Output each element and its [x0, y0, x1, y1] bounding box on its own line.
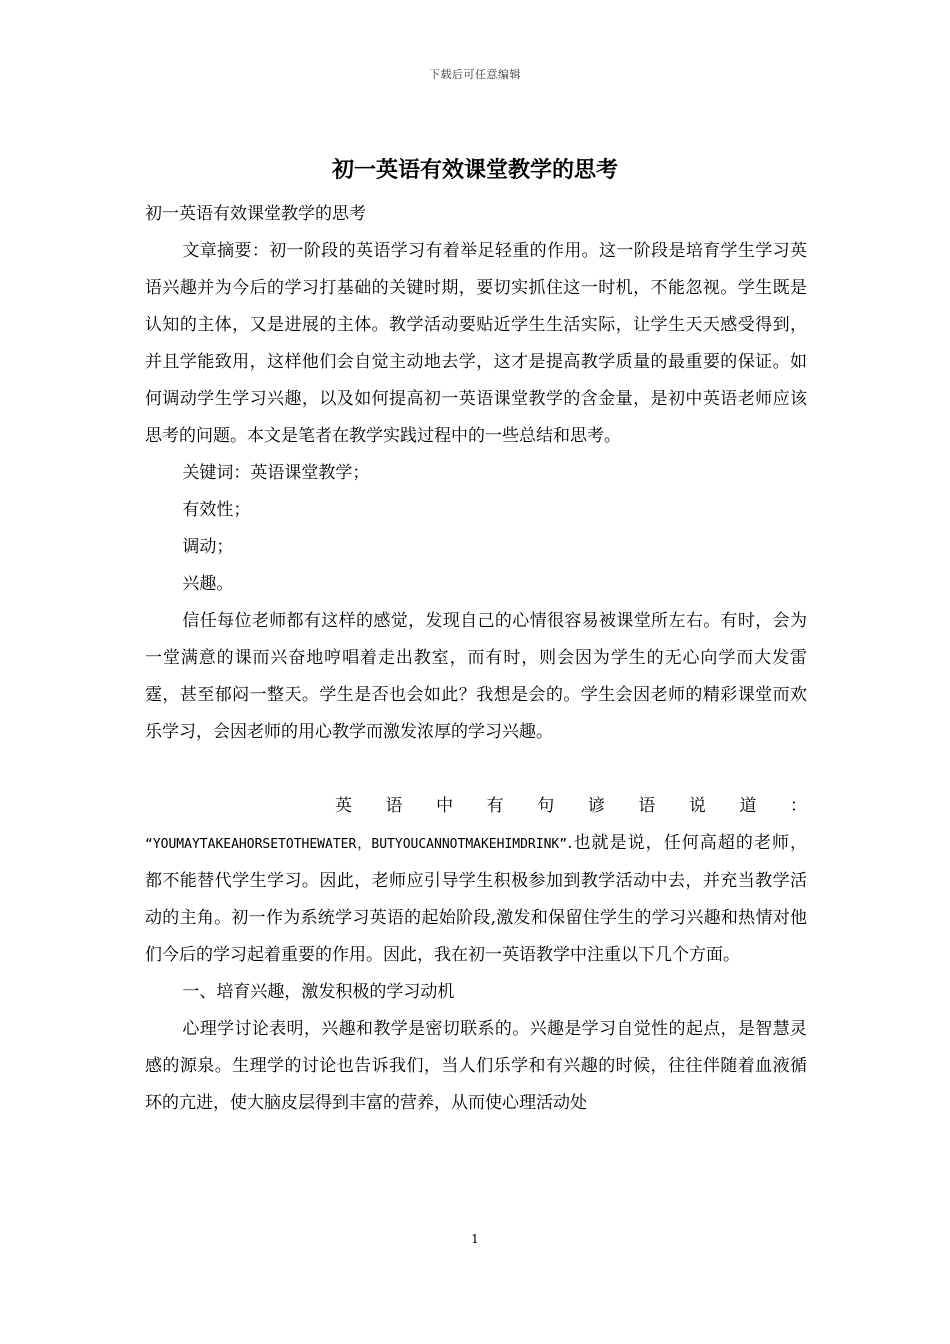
proverb-paragraph	[145, 825, 807, 974]
document-body	[145, 196, 807, 1122]
keyword-line-2: 有效性；	[182, 500, 251, 520]
proverb-lead-line: 英语中有句谚语说道：	[335, 796, 807, 816]
page-number: 1	[471, 1232, 479, 1246]
document-title: 初一英语有效课堂教学的思考	[331, 157, 618, 183]
section-heading-1: 一、培育兴趣，激发积极的学习动机	[182, 982, 455, 1002]
intro-paragraph: 信任每位老师都有这样的感觉，发现自己的心情很容易被课堂所左右。有时，会为一堂满意的课而兴奋地哼唱着走出教室，而有时，则会因为学生的无心向学而大发雷霆，甚至郁闷一整天。学生是否也会如此？我想是会的。学生会因老师的精彩课堂而欢乐学习，会因老师的用心教学而激发浓厚的学习兴趣。	[145, 611, 807, 742]
abstract-paragraph: 文章摘要：初一阶段的英语学习有着举足轻重的作用。这一阶段是培育学生学习英语兴趣并为今后的学习打基础的关键时期，要切实抓住这一时机，不能忽视。学生既是认知的主体，又是进展的主体。教学活动要贴近学生生活实际，让学生天天感受得到，并且学能致用，这样他们会自觉主动地去学，这才是提高教学质量的最重要的保证。如何调动学生学习兴趣，以及如何提高初一英语课堂教学的含金量，是初中英语老师应该思考的问题。本文是笔者在教学实践过程中的一些总结和思考。	[145, 241, 807, 446]
document-subtitle: 初一英语有效课堂教学的思考	[145, 204, 366, 224]
psychology-paragraph: 心理学讨论表明，兴趣和教学是密切联系的。兴趣是学习自觉性的起点，是智慧灵感的源泉。生理学的讨论也告诉我们，当人们乐学和有兴趣的时候，往往伴随着血液循环的亢进，使大脑皮层得到丰富的营养，从而使心理活动处	[145, 1019, 807, 1113]
keyword-line-1: 关键词：英语课堂教学；	[182, 463, 370, 483]
keyword-line-4: 兴趣。	[182, 574, 234, 594]
paragraph-spacer	[145, 751, 807, 788]
proverb-paragraph-rest: .也就是说，任何高超的老师，都不能替代学生学习。因此，老师应引导学生积极参加到教学活动中去，并充当教学活动的主角。初一作为系统学习英语的起始阶段,激发和保留住学生的学习兴趣和热情对他们今后的学习起着重要的作用。因此，我在初一英语教学中注重以下几个方面。	[145, 833, 807, 965]
page-header-note: 下载后可任意编辑	[429, 68, 521, 81]
proverb-quote: “YOUMAYTAKEAHORSETOTHEWATER，BUTYOUCANNOTMAKEHIMDRINK”	[145, 837, 568, 852]
keyword-line-3: 调动；	[182, 537, 234, 557]
